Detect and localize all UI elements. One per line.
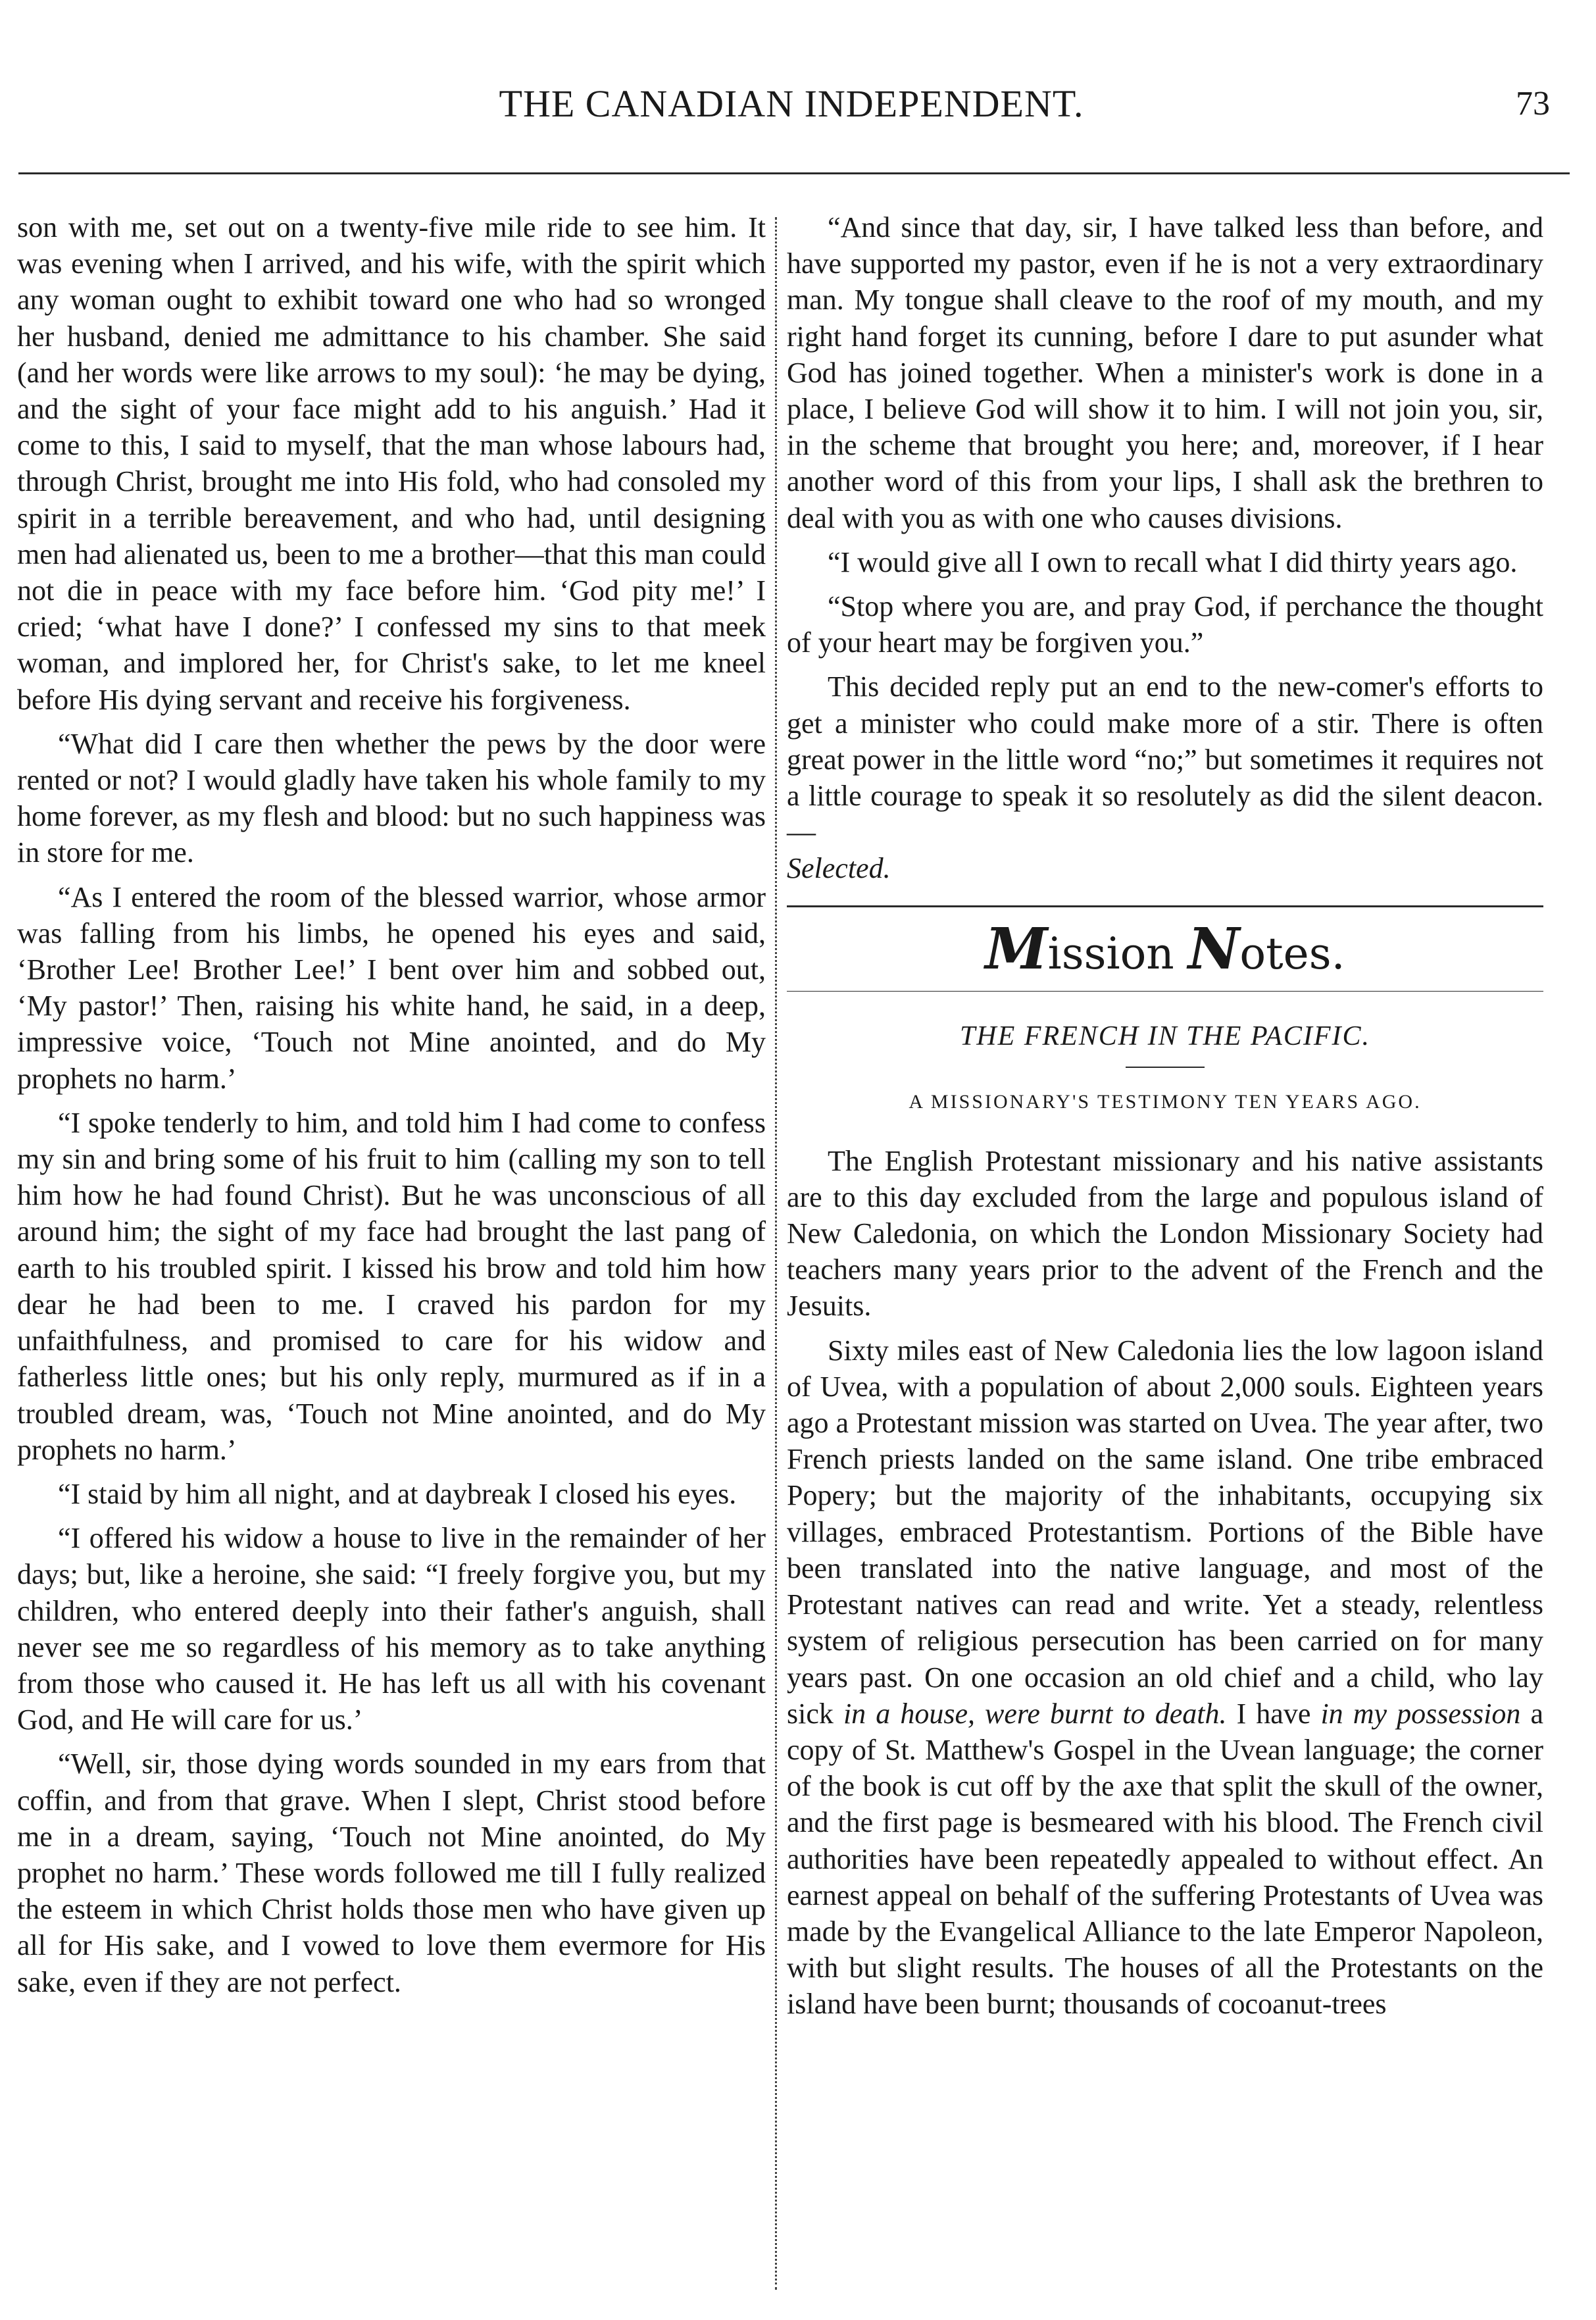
text-run: a copy of St. Matthew's Gospel in the Uvean language; the corner of the book is cut off by the axe that split the skull of the owner, and the first page is besmeared with his blood. The French civil authorities have been repeatedly appealed to without effect. An earnest appeal on behalf of the suffering Protestants of Uvea was made by the Evangelical Alliance to the late Emperor Napoleon, with but slight results. The houses of all the Protestants on the island have been burnt; thousands of cocoanut-trees bbox=[787, 1697, 1543, 2021]
running-head bbox=[26, 78, 1557, 130]
header-rule bbox=[18, 172, 1570, 174]
paragraph: The English Protestant missionary and his native assistants are to this day excluded from the large and populous island of New Caledonia, on which the London Missionary Society had teachers many years prior to the advent of the French and the Jesuits. bbox=[787, 1144, 1543, 1323]
paragraph: “I spoke tenderly to him, and told him I had come to confess my sin and bring some of his fruit to him (calling my son to tell him how he had found Christ). But he was unconscious of all around him; the sight of my face had brought the last pang of earth to his troubled spirit. I kissed his brow and told him how dear he had been to me. I craved his pardon for my unfaithfulness, and promised to care for his widow and fatherless little ones; but his only reply, murmured as if in a troubled dream, was, ‘Touch not Mine anointed, and do My prophets no harm.’ bbox=[17, 1106, 766, 1466]
section-rule-thin bbox=[787, 991, 1543, 992]
left-column bbox=[17, 209, 766, 2008]
closing-source: Selected. bbox=[787, 852, 891, 885]
closing-text: This decided reply put an end to the new-comer's efforts to get a minister who could make more of a stir. There is often great power in the little word “no;” but sometimes it requires not a little courage to speak it so resolutely as did the silent deacon.— bbox=[787, 670, 1543, 849]
column-divider bbox=[775, 217, 777, 2290]
paragraph: “And since that day, sir, I have talked less than before, and have supported my pastor, even if he is not a very extraordinary man. My tongue shall cleave to the roof of my mouth, and my right hand forget its cunning, before I dare to put asunder what God has joined together. When a minister's work is done in a place, I believe God will show it to him. I will not join you, sir, in the scheme that brought you here; and, moreover, if I hear another word of this from your lips, I shall ask the brethren to deal with you as with one who causes divisions. bbox=[787, 211, 1543, 534]
section-initial-m: M bbox=[985, 915, 1048, 982]
section-heading-part: otes. bbox=[1239, 928, 1345, 979]
paragraph: “Well, sir, those dying words sounded in my ears from that coffin, and from that grave. When I slept, Christ stood before me in a dream, saying, ‘Touch not Mine anointed, do My prophet no harm.’ These words followed me till I fully realized the esteem in which Christ holds those men who have given up all for His sake, and I vowed to love them evermore for His sake, even if they are not perfect. bbox=[17, 1748, 766, 1998]
closing-paragraph bbox=[787, 668, 1543, 886]
right-column bbox=[787, 209, 1543, 2030]
paragraph bbox=[787, 1332, 1543, 2023]
section-initial-n: N bbox=[1187, 915, 1240, 982]
paragraph: “What did I care then whether the pews by the door were rented or not? I would gladly have taken his whole family to my home forever, as my flesh and blood: but no such happiness was in store for me. bbox=[17, 727, 766, 869]
section-rule bbox=[787, 905, 1543, 907]
article-subtitle: A MISSIONARY'S TESTIMONY TEN YEARS AGO. bbox=[909, 1090, 1422, 1113]
title-rule bbox=[1126, 1067, 1205, 1068]
page-number: 73 bbox=[1516, 85, 1550, 122]
running-title: THE CANADIAN INDEPENDENT. bbox=[499, 82, 1084, 125]
section-heading bbox=[787, 915, 1543, 986]
paragraph: “I staid by him all night, and at daybreak I closed his eyes. bbox=[58, 1477, 737, 1510]
italic-run: in my possession bbox=[1320, 1697, 1521, 1730]
paragraph: “I would give all I own to recall what I did thirty years ago. bbox=[828, 545, 1518, 578]
paragraph: son with me, set out on a twenty-five mile ride to see him. It was evening when I arrived, and his wife, with the spirit which any woman ought to exhibit toward one who had so wronged her husband, denied me admittance to his chamber. She said (and her words were like arrows to my soul): ‘he may be dying, and the sight of your face might add to his anguish.’ Had it come to this, I said to myself, that the man whose labours had, through Christ, brought me into His fold, who had consoled my spirit in a terrible bereavement, and who had, until designing men had alienated us, been to me a brother—that this man could not die in peace with my face before him. ‘God pity me!’ I cried; ‘what have I done?’ I confessed my sins to that meek woman, and implored her, for Christ's sake, to let me kneel before His dying servant and receive his forgiveness. bbox=[17, 211, 766, 716]
text-run: I have bbox=[1226, 1697, 1321, 1730]
section-heading-part: ission bbox=[1047, 928, 1188, 979]
article-title: THE FRENCH IN THE PACIFIC. bbox=[959, 1021, 1371, 1051]
paragraph: “As I entered the room of the blessed warrior, whose armor was falling from his limbs, he opened his eyes and said, ‘Brother Lee! Brother Lee!’ I bent over him and sobbed out, ‘My pastor!’ Then, raising his white hand, he said, in a deep, impressive voice, ‘Touch not Mine anointed, and do My prophets no harm.’ bbox=[17, 880, 766, 1095]
paragraph: “Stop where you are, and pray God, if perchance the thought of your heart may be forgiven you.” bbox=[787, 590, 1543, 659]
italic-run: in a house, were burnt to death. bbox=[843, 1697, 1227, 1730]
paragraph: “I offered his widow a house to live in the remainder of her days; but, like a heroine, she said: “I freely forgive you, but my children, who entered deeply into their father's anguish, shall never see me so regardless of his memory as to take anything from those who caused it. He has left us all with his covenant God, and He will care for us.’ bbox=[17, 1522, 766, 1736]
text-run: Sixty miles east of New Caledonia lies the low lagoon island of Uvea, with a population of about 2,000 souls. Eighteen years ago a Protestant mission was started on Uvea. The year after, two French priests landed on the same island. One tribe embraced Popery; but the majority of the inhabitants, occupying six villages, embraced Protestantism. Portions of the Bible have been translated into the native language, and most of the Protestant natives can read and write. Yet a steady, relentless system of religious persecution has been carried on for many years past. On one occasion an old chief and a child, who lay sick bbox=[787, 1334, 1543, 1730]
